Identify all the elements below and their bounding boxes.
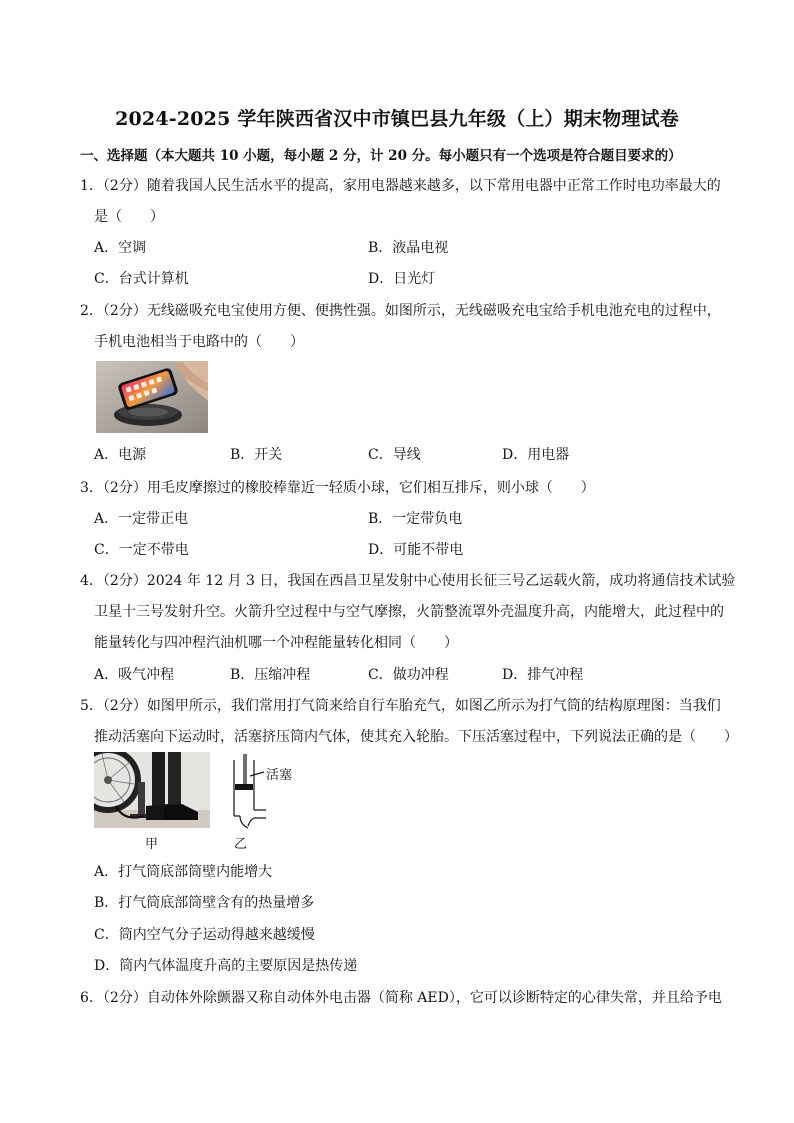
question-2-line-1: 2．（2分）无线磁吸充电宝使用方便、便携性强。如图所示，无线磁吸充电宝给手机电池充电的过程中， — [80, 303, 721, 319]
wireless-charger-photo — [96, 361, 208, 433]
question-5-line-2: 推动活塞向下运动时，活塞挤压筒内气体，使其充入轮胎。下压活塞过程中，下列说法正确的是（ ） — [94, 729, 738, 745]
question-3-line-1: 3．（2分）用毛皮摩擦过的橡胶棒靠近一轻质小球，它们相互排斥，则小球（ ） — [80, 480, 595, 496]
question-4-option-a: A．吸气冲程 — [94, 667, 175, 683]
question-4-line-3: 能量转化与四冲程汽油机哪一个冲程能量转化相同（ ） — [94, 635, 458, 651]
question-3-option-d: D．可能不带电 — [368, 542, 464, 558]
question-2-option-a: A．电源 — [94, 447, 147, 463]
question-2-line-2: 手机电池相当于电路中的（ ） — [94, 334, 304, 350]
exam-title: 2024-2025 学年陕西省汉中市镇巴县九年级（上）期末物理试卷 — [115, 108, 679, 130]
question-3-option-c: C．一定不带电 — [94, 542, 189, 558]
figure-label-yi: 乙 — [234, 837, 248, 852]
question-4-option-b: B．压缩冲程 — [230, 667, 311, 683]
question-2-option-c: C．导线 — [368, 447, 421, 463]
question-6-line-1: 6．（2分）自动体外除颤器又称自动体外电击器（简称 AED），它可以诊断特定的心律失常，并且给予电 — [80, 990, 722, 1006]
question-3-option-a: A．一定带正电 — [94, 511, 189, 527]
question-1-line-1: 1．（2分）随着我国人民生活水平的提高，家用电器越来越多，以下常用电器中正常工作时电功率最大的 — [80, 178, 721, 194]
question-5-option-a: A．打气筒底部筒壁内能增大 — [94, 864, 273, 880]
question-2-option-d: D．用电器 — [502, 447, 570, 463]
question-1-option-c: C．台式计算机 — [94, 271, 189, 287]
figure-label-jia: 甲 — [145, 837, 159, 852]
question-1-line-2: 是（ ） — [94, 209, 164, 225]
question-4-option-c: C．做功冲程 — [368, 667, 449, 683]
question-5-line-1: 5．（2分）如图甲所示，我们常用打气筒来给自行车胎充气，如图乙所示为打气筒的结构原理图：当我们 — [80, 698, 721, 714]
question-5-option-d: D．筒内气体温度升高的主要原因是热传递 — [94, 958, 358, 974]
bicycle-pump-photo — [94, 752, 210, 828]
question-4-option-d: D．排气冲程 — [502, 667, 584, 683]
question-2-option-b: B．开关 — [230, 447, 283, 463]
question-1-option-b: B．液晶电视 — [368, 240, 449, 256]
question-1-option-a: A．空调 — [94, 240, 147, 256]
question-4-line-1: 4．（2分）2024 年 12 月 3 日，我国在西昌卫星发射中心使用长征三号乙运载火箭，成功将通信技术试验 — [80, 573, 736, 589]
section-heading: 一、选择题（本大题共 10 小题，每小题 2 分，计 20 分。每小题只有一个选项是符合题目要求的） — [80, 148, 682, 164]
question-4-line-2: 卫星十三号发射升空。火箭升空过程中与空气摩擦，火箭整流罩外壳温度升高，内能增大，此过程中的 — [94, 604, 724, 620]
question-3-option-b: B．一定带负电 — [368, 511, 463, 527]
figure-label-piston: 活塞 — [266, 768, 293, 783]
question-1-option-d: D．日光灯 — [368, 271, 436, 287]
question-5-option-b: B．打气筒底部筒壁含有的热量增多 — [94, 895, 315, 911]
question-5-option-c: C．筒内空气分子运动得越来越缓慢 — [94, 927, 315, 943]
